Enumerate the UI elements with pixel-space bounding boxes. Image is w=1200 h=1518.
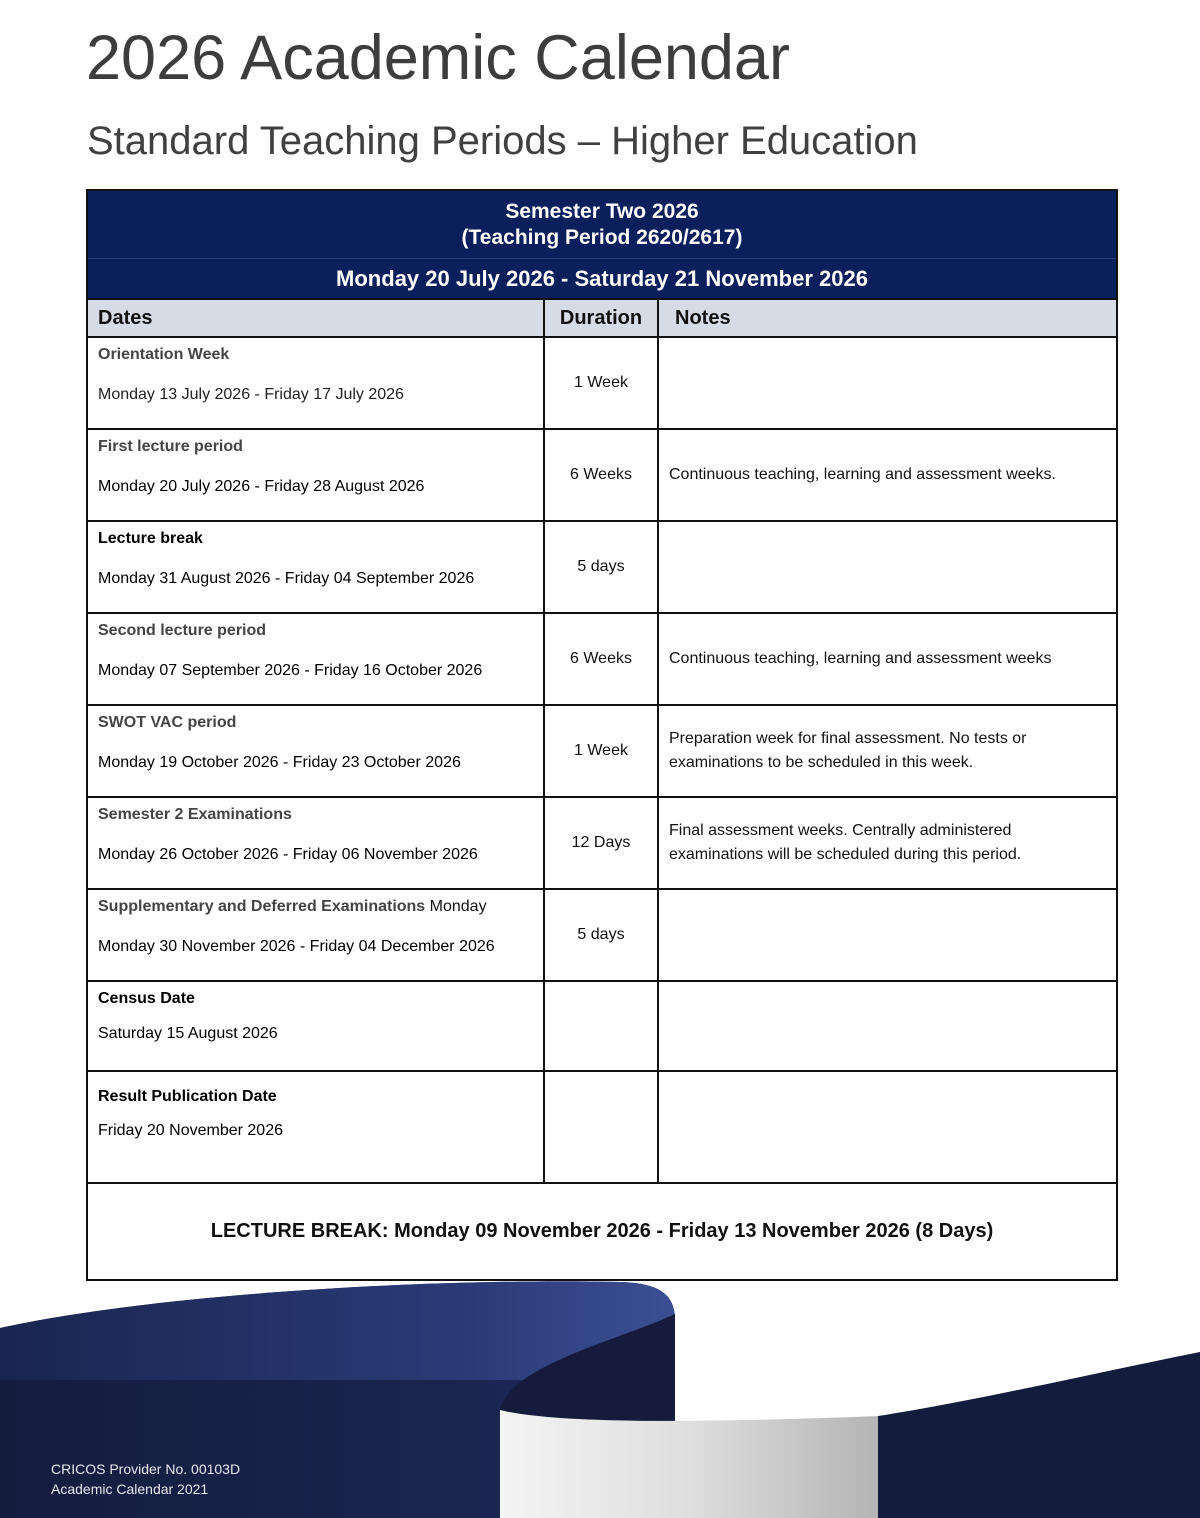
period-dates: Monday 31 August 2026 - Friday 04 September 2026 (98, 570, 475, 587)
period-notes (658, 889, 1117, 981)
semester-range-banner (87, 259, 1117, 300)
period-notes (658, 981, 1117, 1071)
period-dates: Monday 20 July 2026 - Friday 28 August 2026 (98, 478, 425, 495)
table-row (87, 705, 1117, 797)
period-notes: Preparation week for final assessment. No tests or examinations to be scheduled in this week. (658, 705, 1117, 797)
table-row (87, 429, 1117, 521)
page-subtitle: Standard Teaching Periods – Higher Education (87, 119, 918, 163)
period-dates: Monday 07 September 2026 - Friday 16 October 2026 (98, 662, 483, 679)
period-duration (544, 1071, 658, 1183)
table-row (87, 889, 1117, 981)
period-name: Lecture break (98, 530, 203, 547)
table-row (87, 1071, 1117, 1183)
cricos-provider: CRICOS Provider No. 00103D (51, 1461, 241, 1477)
table-row (87, 981, 1117, 1071)
period-duration: 6 Weeks (544, 429, 658, 521)
period-dates: Monday 30 November 2026 - Friday 04 December 2026 (98, 938, 495, 955)
period-dates: Saturday 15 August 2026 (98, 1025, 278, 1042)
period-duration (544, 981, 658, 1071)
lecture-break-note: LECTURE BREAK: Monday 09 November 2026 - Friday 13 November 2026 (8 Days) (87, 1183, 1117, 1280)
period-name: Second lecture period (98, 622, 267, 639)
period-name-group (98, 898, 533, 916)
period-duration: 5 days (544, 521, 658, 613)
period-name: Supplementary and Deferred Examinations (98, 898, 426, 915)
table-row (87, 613, 1117, 705)
column-header-duration: Duration (544, 299, 658, 337)
period-dates: Friday 20 November 2026 (98, 1122, 283, 1139)
period-duration: 12 Days (544, 797, 658, 889)
column-header-dates: Dates (87, 299, 544, 337)
semester-range: Monday 20 July 2026 - Saturday 21 November 2026 (87, 259, 1117, 300)
period-name: Orientation Week (98, 346, 230, 363)
period-dates: Monday 13 July 2026 - Friday 17 July 2026 (98, 386, 404, 403)
period-dates: Monday 19 October 2026 - Friday 23 October 2026 (98, 754, 461, 771)
period-notes (658, 337, 1117, 429)
period-duration: 6 Weeks (544, 613, 658, 705)
period-dates: Monday 26 October 2026 - Friday 06 November 2026 (98, 846, 478, 863)
period-name: SWOT VAC period (98, 714, 237, 731)
period-duration: 1 Week (544, 705, 658, 797)
page-title: 2026 Academic Calendar (86, 23, 790, 93)
wave-right-band (878, 1352, 1200, 1518)
document-name: Academic Calendar 2021 (51, 1481, 209, 1497)
period-name-extra: Monday (425, 898, 487, 915)
table-row (87, 337, 1117, 429)
period-name: Semester 2 Examinations (98, 806, 292, 823)
period-notes: Final assessment weeks. Centrally administered examinations will be scheduled during this period. (658, 797, 1117, 889)
semester-banner (87, 190, 1117, 259)
table-row (87, 521, 1117, 613)
table-row (87, 797, 1117, 889)
period-name: First lecture period (98, 438, 243, 455)
footer (51, 1459, 240, 1499)
semester-title: Semester Two 2026 (505, 199, 699, 223)
teaching-period: (Teaching Period 2620/2617) (461, 225, 743, 249)
period-name: Result Publication Date (98, 1088, 277, 1105)
column-header-notes: Notes (658, 299, 1117, 337)
period-name: Census Date (98, 990, 195, 1007)
period-duration: 5 days (544, 889, 658, 981)
period-notes (658, 1071, 1117, 1183)
period-duration: 1 Week (544, 337, 658, 429)
wave-silver-band (500, 1410, 880, 1518)
period-notes (658, 521, 1117, 613)
calendar-table (86, 189, 1118, 1281)
period-notes: Continuous teaching, learning and assessment weeks (658, 613, 1117, 705)
table-header (87, 299, 1117, 337)
period-notes: Continuous teaching, learning and assessment weeks. (658, 429, 1117, 521)
